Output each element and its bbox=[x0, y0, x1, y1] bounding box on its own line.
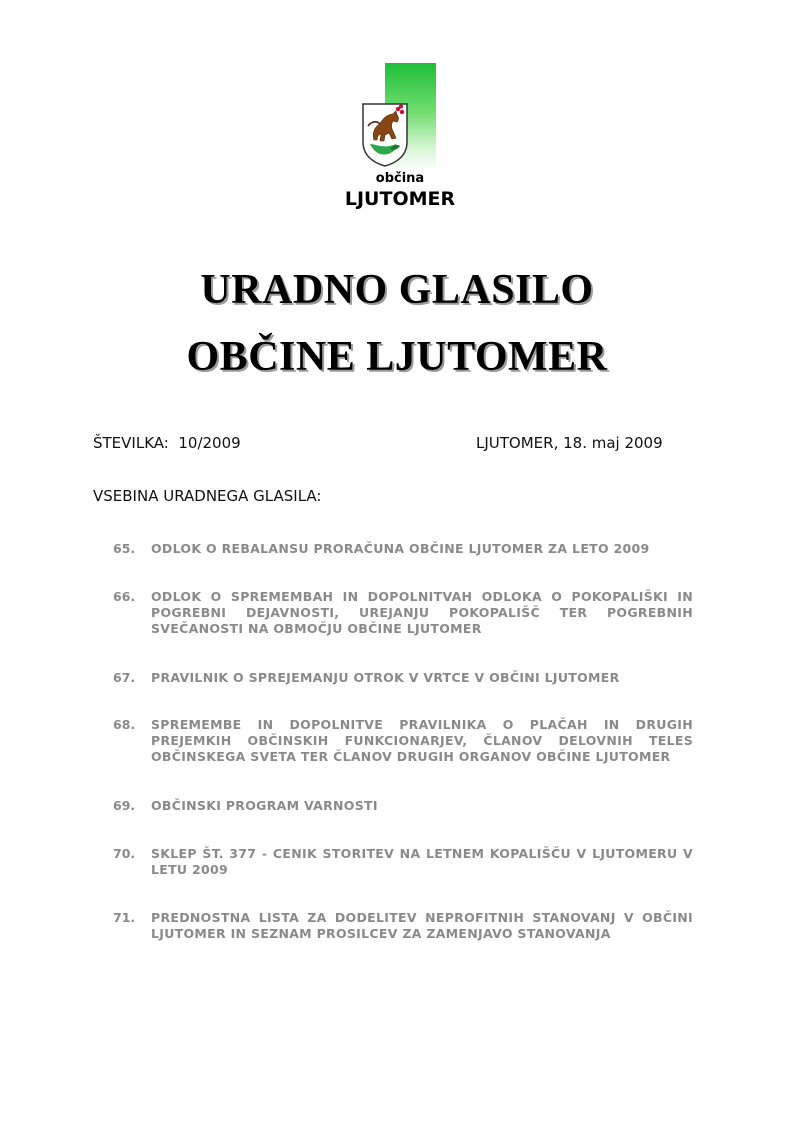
toc-item-number: 65. bbox=[113, 541, 136, 556]
logo-name: LJUTOMER bbox=[344, 188, 456, 210]
toc-item-text: SPREMEMBE IN DOPOLNITVE PRAVILNIKA O PLAČAH IN DRUGIH PREJEMKIH OBČINSKIH FUNKCIONARJEV, ČLANOV DELOVNIH TELES OBČINSKEGA SVETA TER ČLANOV DRUGIH ORGANOV OBČINE LJUTOMER bbox=[151, 717, 693, 764]
toc-item-number: 69. bbox=[113, 798, 136, 813]
toc-item-text: PREDNOSTNA LISTA ZA DODELITEV NEPROFITNIH STANOVANJ V OBČINI LJUTOMER IN SEZNAM PROSILCEV ZA ZAMENJAVO STANOVANJA bbox=[151, 910, 693, 941]
contents-heading: VSEBINA URADNEGA GLASILA: bbox=[93, 487, 322, 505]
toc-item-number: 68. bbox=[113, 717, 136, 732]
municipality-logo bbox=[330, 60, 470, 220]
toc-item-text: ODLOK O REBALANSU PRORAČUNA OBČINE LJUTOMER ZA LETO 2009 bbox=[151, 541, 650, 556]
toc-item-text: OBČINSKI PROGRAM VARNOSTI bbox=[151, 798, 378, 813]
logo-subtitle: občina bbox=[375, 171, 425, 186]
issue-number bbox=[93, 434, 241, 452]
document-title-line2: OBČINE LJUTOMER bbox=[186, 334, 608, 380]
toc-item-number: 71. bbox=[113, 910, 136, 925]
toc-item-text: PRAVILNIK O SPREJEMANJU OTROK V VRTCE V OBČINI LJUTOMER bbox=[151, 670, 620, 685]
toc-item-text: SKLEP ŠT. 377 - CENIK STORITEV NA LETNEM KOPALIŠČU V LJUTOMERU V LETU 2009 bbox=[151, 846, 693, 877]
toc-item-number: 67. bbox=[113, 670, 136, 685]
toc-item-number: 66. bbox=[113, 589, 136, 604]
issue-number-value: 10/2009 bbox=[178, 434, 241, 452]
coat-of-arms-icon bbox=[360, 100, 410, 168]
toc-item-number: 70. bbox=[113, 846, 136, 861]
issue-number-label: ŠTEVILKA: bbox=[93, 434, 169, 452]
place-date: LJUTOMER, 18. maj 2009 bbox=[476, 434, 663, 452]
toc-item-text: ODLOK O SPREMEMBAH IN DOPOLNITVAH ODLOKA O POKOPALIŠKI IN POGREBNI DEJAVNOSTI, UREJANJU POKOPALIŠČ TER POGREBNIH SVEČANOSTI NA OBMOČJU OBČINE LJUTOMER bbox=[151, 589, 693, 636]
document-title-line1: URADNO GLASILO bbox=[200, 267, 594, 313]
